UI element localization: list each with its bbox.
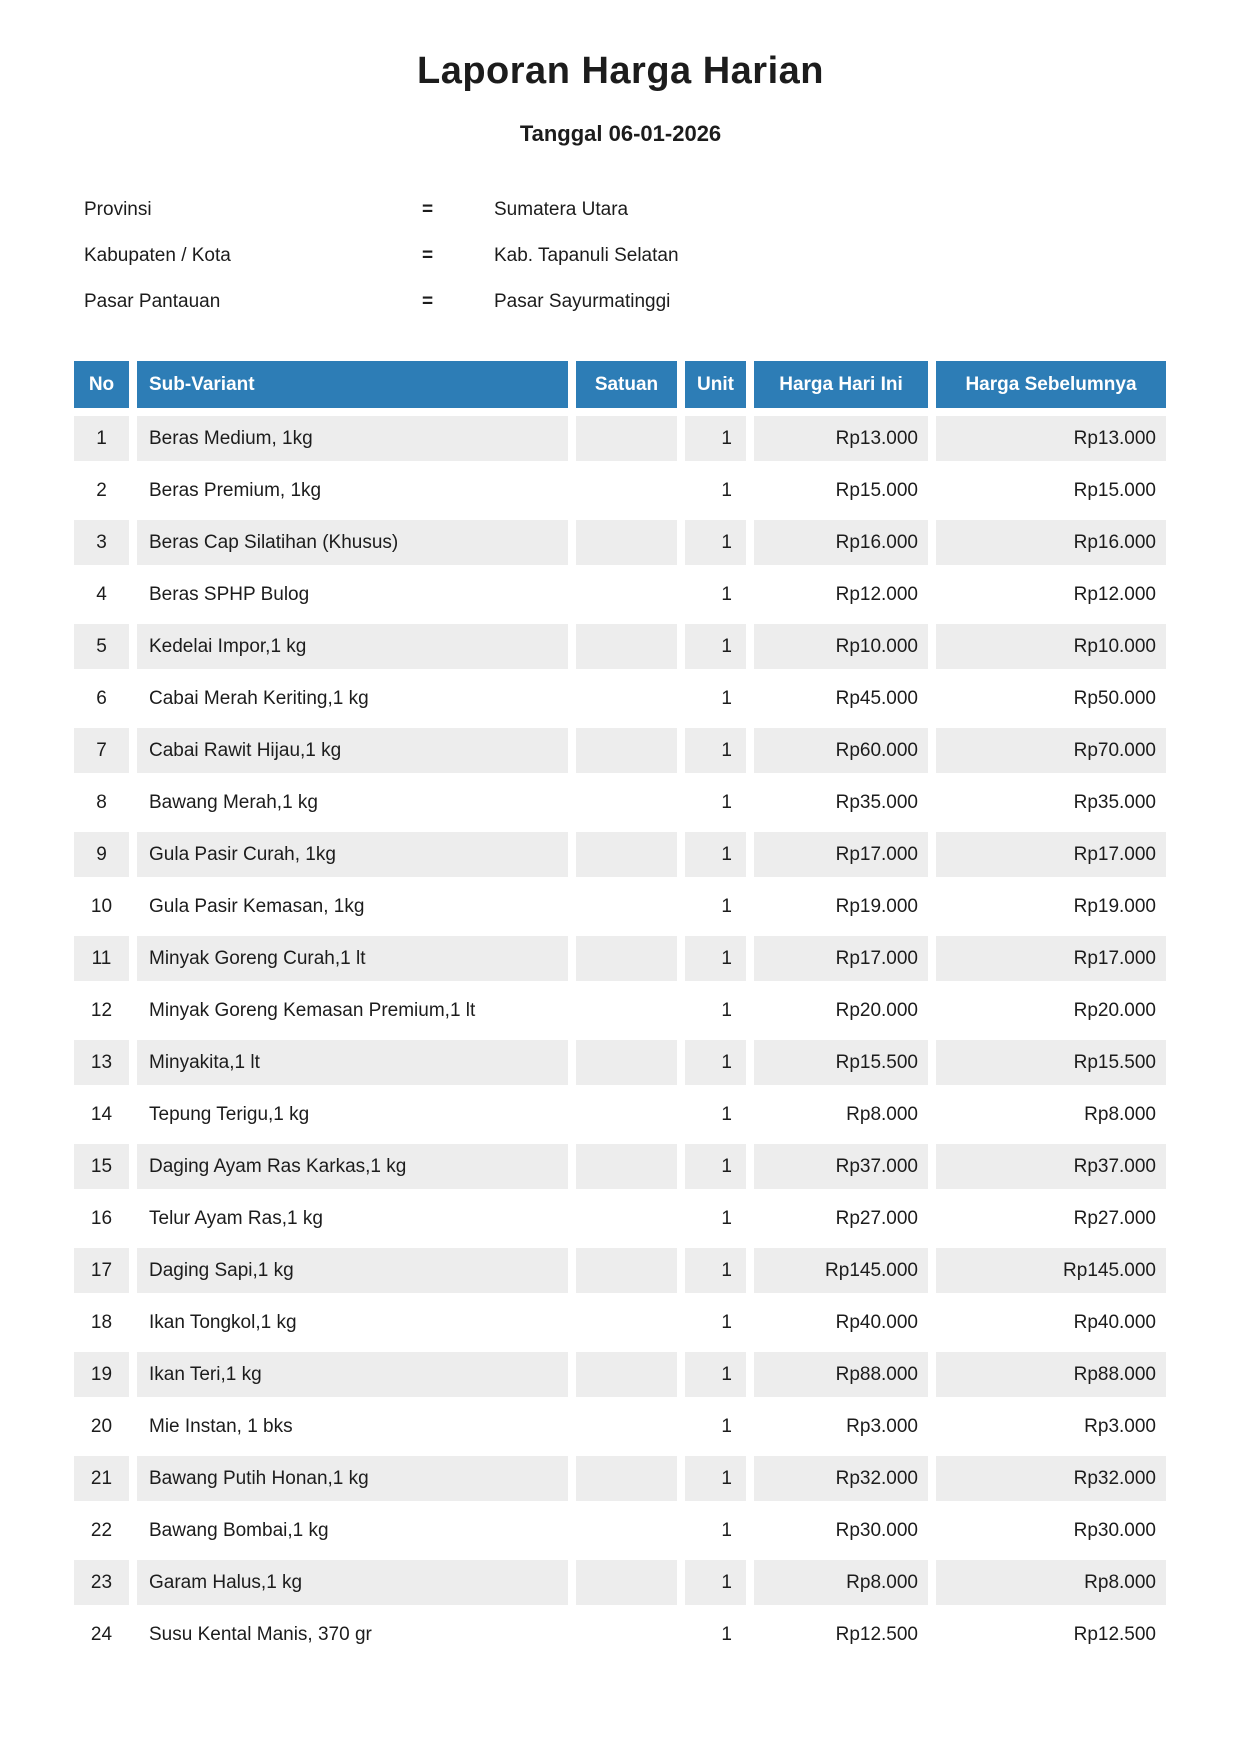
cell-harga-sebelumnya: Rp88.000 <box>936 1352 1166 1397</box>
cell-unit: 1 <box>685 728 746 773</box>
cell-harga-sebelumnya: Rp15.500 <box>936 1040 1166 1085</box>
cell-no: 3 <box>74 520 129 565</box>
table-row <box>74 1456 1168 1501</box>
table-row <box>74 1404 1168 1449</box>
equals-sign: = <box>422 245 434 266</box>
meta-label: Pasar Pantauan <box>84 291 221 312</box>
metadata-row <box>84 245 1241 291</box>
cell-satuan <box>576 1404 677 1449</box>
table-header-row <box>74 361 1168 408</box>
cell-unit: 1 <box>685 1404 746 1449</box>
metadata-row <box>84 199 1241 245</box>
cell-sub-variant: Ikan Teri,1 kg <box>137 1352 568 1397</box>
cell-satuan <box>576 1144 677 1189</box>
table-row <box>74 416 1168 461</box>
cell-harga-sebelumnya: Rp12.000 <box>936 572 1166 617</box>
table-row <box>74 1352 1168 1397</box>
cell-sub-variant: Bawang Merah,1 kg <box>137 780 568 825</box>
equals-sign: = <box>422 199 434 220</box>
cell-unit: 1 <box>685 1352 746 1397</box>
table-row <box>74 988 1168 1033</box>
meta-value: Pasar Sayurmatinggi <box>494 291 671 312</box>
col-header-harga-sebelumnya: Harga Sebelumnya <box>936 361 1166 408</box>
cell-no: 13 <box>74 1040 129 1085</box>
meta-label: Provinsi <box>84 199 152 220</box>
cell-unit: 1 <box>685 1612 746 1657</box>
cell-sub-variant: Cabai Merah Keriting,1 kg <box>137 676 568 721</box>
cell-harga-hari-ini: Rp8.000 <box>754 1092 928 1137</box>
cell-harga-sebelumnya: Rp17.000 <box>936 936 1166 981</box>
cell-satuan <box>576 676 677 721</box>
cell-harga-hari-ini: Rp8.000 <box>754 1560 928 1605</box>
cell-no: 8 <box>74 780 129 825</box>
cell-harga-hari-ini: Rp35.000 <box>754 780 928 825</box>
cell-unit: 1 <box>685 416 746 461</box>
cell-harga-hari-ini: Rp12.500 <box>754 1612 928 1657</box>
cell-harga-sebelumnya: Rp8.000 <box>936 1092 1166 1137</box>
cell-harga-hari-ini: Rp40.000 <box>754 1300 928 1345</box>
table-row <box>74 572 1168 617</box>
cell-no: 17 <box>74 1248 129 1293</box>
cell-unit: 1 <box>685 520 746 565</box>
cell-satuan <box>576 988 677 1033</box>
cell-no: 18 <box>74 1300 129 1345</box>
table-row <box>74 468 1168 513</box>
cell-unit: 1 <box>685 780 746 825</box>
table-row <box>74 936 1168 981</box>
cell-harga-hari-ini: Rp45.000 <box>754 676 928 721</box>
col-header-no: No <box>74 361 129 408</box>
table-row <box>74 1144 1168 1189</box>
cell-harga-sebelumnya: Rp37.000 <box>936 1144 1166 1189</box>
cell-unit: 1 <box>685 1196 746 1241</box>
cell-sub-variant: Gula Pasir Kemasan, 1kg <box>137 884 568 929</box>
cell-harga-hari-ini: Rp12.000 <box>754 572 928 617</box>
cell-harga-sebelumnya: Rp12.500 <box>936 1612 1166 1657</box>
col-header-satuan: Satuan <box>576 361 677 408</box>
cell-harga-hari-ini: Rp30.000 <box>754 1508 928 1553</box>
cell-harga-sebelumnya: Rp10.000 <box>936 624 1166 669</box>
cell-sub-variant: Beras Cap Silatihan (Khusus) <box>137 520 568 565</box>
cell-harga-hari-ini: Rp17.000 <box>754 936 928 981</box>
cell-harga-hari-ini: Rp88.000 <box>754 1352 928 1397</box>
cell-no: 19 <box>74 1352 129 1397</box>
cell-sub-variant: Susu Kental Manis, 370 gr <box>137 1612 568 1657</box>
cell-harga-hari-ini: Rp60.000 <box>754 728 928 773</box>
cell-harga-hari-ini: Rp17.000 <box>754 832 928 877</box>
table-body <box>74 416 1168 1657</box>
table-row <box>74 1560 1168 1605</box>
cell-unit: 1 <box>685 832 746 877</box>
cell-no: 4 <box>74 572 129 617</box>
cell-sub-variant: Ikan Tongkol,1 kg <box>137 1300 568 1345</box>
cell-sub-variant: Mie Instan, 1 bks <box>137 1404 568 1449</box>
cell-unit: 1 <box>685 1144 746 1189</box>
cell-no: 10 <box>74 884 129 929</box>
cell-unit: 1 <box>685 1508 746 1553</box>
cell-satuan <box>576 572 677 617</box>
cell-harga-sebelumnya: Rp32.000 <box>936 1456 1166 1501</box>
meta-value: Kab. Tapanuli Selatan <box>494 245 679 266</box>
cell-no: 20 <box>74 1404 129 1449</box>
metadata-row <box>84 291 1241 337</box>
price-table <box>74 361 1168 1657</box>
cell-satuan <box>576 884 677 929</box>
cell-satuan <box>576 1248 677 1293</box>
table-row <box>74 1040 1168 1085</box>
cell-harga-hari-ini: Rp10.000 <box>754 624 928 669</box>
cell-unit: 1 <box>685 936 746 981</box>
cell-sub-variant: Minyak Goreng Kemasan Premium,1 lt <box>137 988 568 1033</box>
cell-unit: 1 <box>685 988 746 1033</box>
cell-harga-hari-ini: Rp16.000 <box>754 520 928 565</box>
cell-harga-hari-ini: Rp20.000 <box>754 988 928 1033</box>
cell-satuan <box>576 624 677 669</box>
cell-harga-sebelumnya: Rp35.000 <box>936 780 1166 825</box>
table-row <box>74 1092 1168 1137</box>
table-row <box>74 1612 1168 1657</box>
cell-satuan <box>576 1040 677 1085</box>
table-row <box>74 676 1168 721</box>
cell-harga-sebelumnya: Rp15.000 <box>936 468 1166 513</box>
cell-no: 7 <box>74 728 129 773</box>
cell-unit: 1 <box>685 884 746 929</box>
cell-sub-variant: Gula Pasir Curah, 1kg <box>137 832 568 877</box>
cell-unit: 1 <box>685 1248 746 1293</box>
cell-harga-sebelumnya: Rp13.000 <box>936 416 1166 461</box>
cell-harga-sebelumnya: Rp3.000 <box>936 1404 1166 1449</box>
cell-unit: 1 <box>685 1300 746 1345</box>
cell-satuan <box>576 468 677 513</box>
cell-sub-variant: Beras Medium, 1kg <box>137 416 568 461</box>
cell-harga-sebelumnya: Rp16.000 <box>936 520 1166 565</box>
cell-harga-sebelumnya: Rp27.000 <box>936 1196 1166 1241</box>
cell-satuan <box>576 936 677 981</box>
cell-harga-sebelumnya: Rp40.000 <box>936 1300 1166 1345</box>
cell-no: 9 <box>74 832 129 877</box>
cell-harga-sebelumnya: Rp145.000 <box>936 1248 1166 1293</box>
cell-no: 11 <box>74 936 129 981</box>
cell-satuan <box>576 728 677 773</box>
cell-harga-hari-ini: Rp37.000 <box>754 1144 928 1189</box>
cell-harga-sebelumnya: Rp20.000 <box>936 988 1166 1033</box>
cell-sub-variant: Beras SPHP Bulog <box>137 572 568 617</box>
cell-unit: 1 <box>685 1456 746 1501</box>
cell-harga-hari-ini: Rp27.000 <box>754 1196 928 1241</box>
cell-no: 24 <box>74 1612 129 1657</box>
cell-sub-variant: Beras Premium, 1kg <box>137 468 568 513</box>
table-row <box>74 780 1168 825</box>
cell-sub-variant: Cabai Rawit Hijau,1 kg <box>137 728 568 773</box>
cell-satuan <box>576 832 677 877</box>
cell-harga-hari-ini: Rp32.000 <box>754 1456 928 1501</box>
table-row <box>74 728 1168 773</box>
cell-satuan <box>576 780 677 825</box>
cell-no: 14 <box>74 1092 129 1137</box>
col-header-unit: Unit <box>685 361 746 408</box>
cell-no: 1 <box>74 416 129 461</box>
cell-satuan <box>576 1560 677 1605</box>
cell-no: 22 <box>74 1508 129 1553</box>
cell-no: 15 <box>74 1144 129 1189</box>
cell-harga-sebelumnya: Rp19.000 <box>936 884 1166 929</box>
cell-satuan <box>576 1612 677 1657</box>
table-row <box>74 884 1168 929</box>
page-title: Laporan Harga Harian <box>417 50 824 92</box>
equals-sign: = <box>422 291 434 312</box>
cell-satuan <box>576 416 677 461</box>
cell-sub-variant: Garam Halus,1 kg <box>137 1560 568 1605</box>
cell-no: 21 <box>74 1456 129 1501</box>
cell-unit: 1 <box>685 468 746 513</box>
col-header-sub-variant: Sub-Variant <box>137 361 568 408</box>
cell-satuan <box>576 1508 677 1553</box>
cell-unit: 1 <box>685 1092 746 1137</box>
cell-harga-hari-ini: Rp3.000 <box>754 1404 928 1449</box>
cell-satuan <box>576 520 677 565</box>
cell-sub-variant: Minyak Goreng Curah,1 lt <box>137 936 568 981</box>
cell-unit: 1 <box>685 1040 746 1085</box>
table-row <box>74 1248 1168 1293</box>
cell-sub-variant: Telur Ayam Ras,1 kg <box>137 1196 568 1241</box>
cell-no: 23 <box>74 1560 129 1605</box>
meta-value: Sumatera Utara <box>494 199 629 220</box>
cell-harga-sebelumnya: Rp30.000 <box>936 1508 1166 1553</box>
cell-harga-sebelumnya: Rp8.000 <box>936 1560 1166 1605</box>
table-row <box>74 624 1168 669</box>
table-row <box>74 1196 1168 1241</box>
cell-harga-hari-ini: Rp145.000 <box>754 1248 928 1293</box>
cell-harga-sebelumnya: Rp70.000 <box>936 728 1166 773</box>
cell-no: 16 <box>74 1196 129 1241</box>
cell-unit: 1 <box>685 1560 746 1605</box>
cell-harga-hari-ini: Rp15.500 <box>754 1040 928 1085</box>
table-row <box>74 1508 1168 1553</box>
cell-satuan <box>576 1300 677 1345</box>
report-metadata <box>84 199 1241 337</box>
cell-harga-hari-ini: Rp19.000 <box>754 884 928 929</box>
cell-unit: 1 <box>685 572 746 617</box>
table-row <box>74 1300 1168 1345</box>
cell-no: 6 <box>74 676 129 721</box>
cell-satuan <box>576 1196 677 1241</box>
cell-sub-variant: Bawang Putih Honan,1 kg <box>137 1456 568 1501</box>
cell-sub-variant: Minyakita,1 lt <box>137 1040 568 1085</box>
cell-satuan <box>576 1456 677 1501</box>
cell-unit: 1 <box>685 676 746 721</box>
table-row <box>74 520 1168 565</box>
table-row <box>74 832 1168 877</box>
cell-no: 5 <box>74 624 129 669</box>
report-date: Tanggal 06-01-2026 <box>519 121 722 146</box>
cell-sub-variant: Bawang Bombai,1 kg <box>137 1508 568 1553</box>
cell-harga-sebelumnya: Rp50.000 <box>936 676 1166 721</box>
meta-label: Kabupaten / Kota <box>84 245 231 266</box>
cell-no: 2 <box>74 468 129 513</box>
cell-harga-sebelumnya: Rp17.000 <box>936 832 1166 877</box>
cell-no: 12 <box>74 988 129 1033</box>
cell-sub-variant: Tepung Terigu,1 kg <box>137 1092 568 1137</box>
cell-sub-variant: Kedelai Impor,1 kg <box>137 624 568 669</box>
col-header-harga-hari-ini: Harga Hari Ini <box>754 361 928 408</box>
cell-sub-variant: Daging Sapi,1 kg <box>137 1248 568 1293</box>
cell-satuan <box>576 1352 677 1397</box>
cell-harga-hari-ini: Rp13.000 <box>754 416 928 461</box>
cell-harga-hari-ini: Rp15.000 <box>754 468 928 513</box>
cell-unit: 1 <box>685 624 746 669</box>
cell-sub-variant: Daging Ayam Ras Karkas,1 kg <box>137 1144 568 1189</box>
cell-satuan <box>576 1092 677 1137</box>
